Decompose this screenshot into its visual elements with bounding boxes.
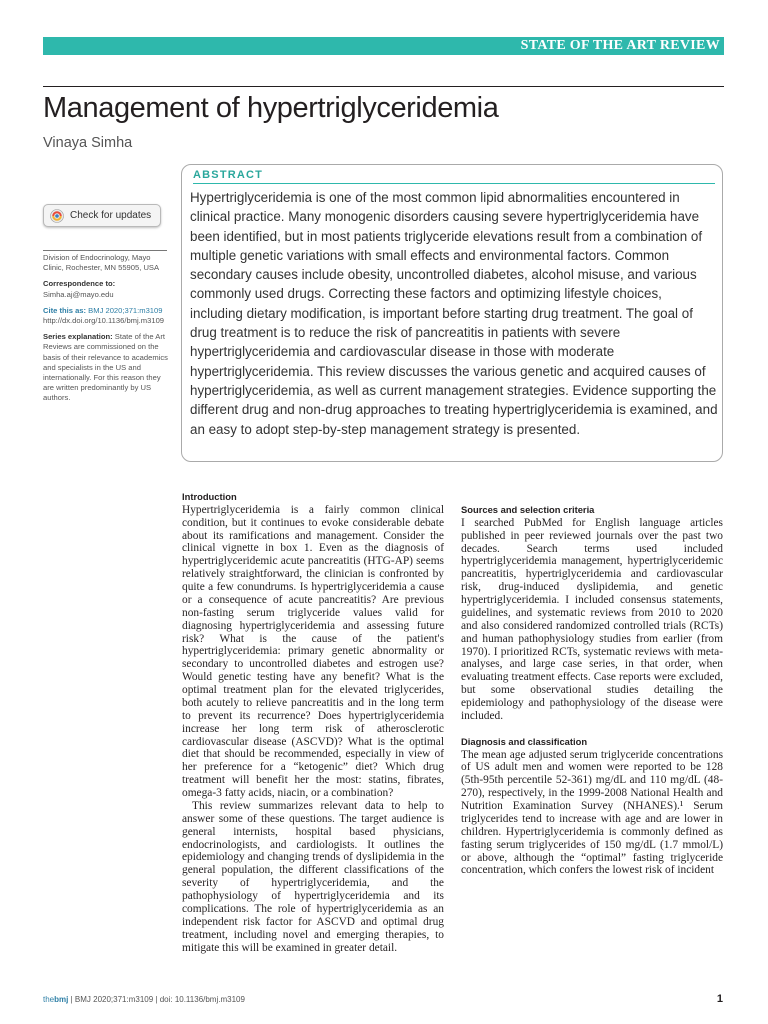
paragraph-gap — [461, 491, 723, 504]
refresh-badge-icon — [50, 209, 64, 223]
page-footer — [43, 995, 245, 1004]
sources-heading: Sources and selection criteria — [461, 504, 595, 515]
journal-prefix: the — [43, 995, 55, 1004]
section-banner — [43, 37, 724, 55]
paragraph-gap — [461, 723, 723, 736]
citation-block — [43, 306, 171, 326]
diagnosis-heading: Diagnosis and classification — [461, 735, 588, 747]
article-title: Management of hypertriglyceridemia — [43, 92, 499, 124]
abstract-heading: ABSTRACT — [193, 169, 715, 184]
correspondence-block — [43, 279, 171, 299]
title-divider — [43, 86, 724, 87]
sources-paragraph: I searched PubMed for English language articles published in peer reviewed journals over the past two decades. Search terms used included hypertriglyceridemia management, hypertriglyceridemic pancreatitis, hypertriglyceridemia and cardiovascular risk, drug-induced dyslipidemia, and genetic hypertriglyceridemia. I included consensus statements, guidelines, and systematic reviews from 2010 to 2020 and also considered randomized controlled trials (RCTs) and human pathophysiology studies from earlier (from 1970). I prioritized RCTs, systematic reviews with meta-analyses, and large case series, in that order, when evaluating treatment effects. Case reports were excluded, but some observational studies detailing the epidemiology and pathophysiology of the disease were included. — [461, 516, 723, 722]
introduction-paragraph: Hypertriglyceridemia is a fairly common clinical condition, but it continues to evoke considerable debate about its ramifications and management. Consider the clinical vignette in box 1. Even as the diagnosis of hypertriglyceridemic acute pancreatitis (HTG-AP) seems relatively straightforward, the clinician is confronted by quite a few conundrums. Is hypertriglyceridemia a cause or a consequence of acute pancreatitis? Are previous non-fasting serum triglyceride values valid for diagnosing hypertriglyceridemia and assessing future risk? What is the cause of the patient's hypertriglyceridemia: primary genetic abnormality or secondary to uncontrolled diabetes and estrogen use? Would genetic testing have any benefit? What is the optimal treatment plan for the elevated triglycerides, both acutely to relieve pancreatitis and in the long term to prevent its recurrence? Does hypertriglyceridemia increase her long term risk of atherosclerotic cardiovascular disease (ASCVD)? What is the optimal diet that should be recommended, especially in view of her preference for a “ketogenic” diet? Which drug treatment will benefit her the most: statins, fibrates, omega-3 fatty acids, niacin, or a combination? — [182, 503, 444, 800]
body-column-left — [182, 491, 444, 954]
correspondence-email[interactable]: Simha.aj@mayo.edu — [43, 289, 114, 299]
page-number: 1 — [716, 993, 723, 1005]
sidebar-divider — [43, 250, 167, 251]
section-label: STATE OF THE ART REVIEW — [520, 38, 720, 53]
abstract-text: Hypertriglyceridemia is one of the most common lipid abnormalities encountered in clinical practice. Many monogenic disorders causing severe hypertriglyceridemia have been identified, but in most patients triglyceride elevations result from a combination of multiple genetic variations with small effects and environmental factors. Common secondary causes include obesity, uncontrolled diabetes, alcohol misuse, and various commonly used drugs. Correcting these factors and optimizing lifestyle choices, including dietary modification, is important before starting drug treatment. The goal of drug treatment is to reduce the risk of pancreatitis in patients with severe hypertriglyceridemia and cardiovascular disease in those with moderate hypertriglyceridemia. This review discusses the various genetic and acquired causes of hypertriglyceridemia, as well as current management strategies. Evidence supporting the different drug and non-drug approaches to treating hypertriglyceridemia is examined, and an easy to adopt step-by-step management strategy is presented. — [190, 190, 718, 437]
series-text: State of the Art Reviews are commissioned on the basis of their relevance to academics and specialists in the US and internationally. For this reason they are written predominantly by US authors. — [43, 332, 168, 403]
diagnosis-paragraph: The mean age adjusted serum triglyceride concentrations of US adult men and women were reported to be 128 (5th-95th percentile 52-361) mg/dL and 110 mg/dL (48-270), respectively, in the 1999-2008 National Health and Nutrition Examination Survey (NHANES).¹ Serum triglycerides tend to increase with age and are lower in children. Hypertriglyceridemia is commonly defined as fasting serum triglycerides of 150 mg/dL (1.7 mmol/L) or above, although the “optimal” fasting triglyceride concentration, which confers the lowest risk of incident — [461, 748, 723, 877]
check-for-updates-button[interactable] — [43, 204, 161, 227]
series-label: Series explanation: — [43, 332, 113, 342]
cite-label: Cite this as: — [43, 305, 87, 315]
author-affiliation: Division of Endocrinology, Mayo Clinic, Rochester, MN 55905, USA — [43, 253, 160, 273]
body-column-right — [461, 491, 723, 877]
article-sidebar — [43, 253, 171, 410]
article-author: Vinaya Simha — [43, 135, 133, 151]
correspondence-label: Correspondence to: — [43, 279, 116, 289]
cite-value: BMJ 2020;371:m3109 — [88, 305, 163, 315]
introduction-heading: Introduction — [182, 491, 237, 502]
journal-name: bmj — [54, 995, 69, 1004]
check-for-updates-label: Check for updates — [70, 210, 152, 221]
series-explanation — [43, 332, 171, 403]
footer-citation: | BMJ 2020;371:m3109 | doi: 10.1136/bmj.m3109 — [70, 995, 245, 1004]
introduction-paragraph: This review summarizes relevant data to help to answer some of these questions. The target audience is general internists, hospital based physicians, endocrinologists, and cardiologists. It outlines the epidemiology and changing trends of dyslipidemia in the general population, the different classifications of the severity of hypertriglyceridemia, and the pathophysiology of hypertriglyceridemia and its complications. The role of hypertriglyceridemia as an independent risk factor for ASCVD and optimal drug treatment, including novel and emerging therapies, to mitigate this will be examined in greater detail. — [182, 799, 444, 954]
doi-link[interactable]: http://dx.doi.org/10.1136/bmj.m3109 — [43, 316, 165, 326]
